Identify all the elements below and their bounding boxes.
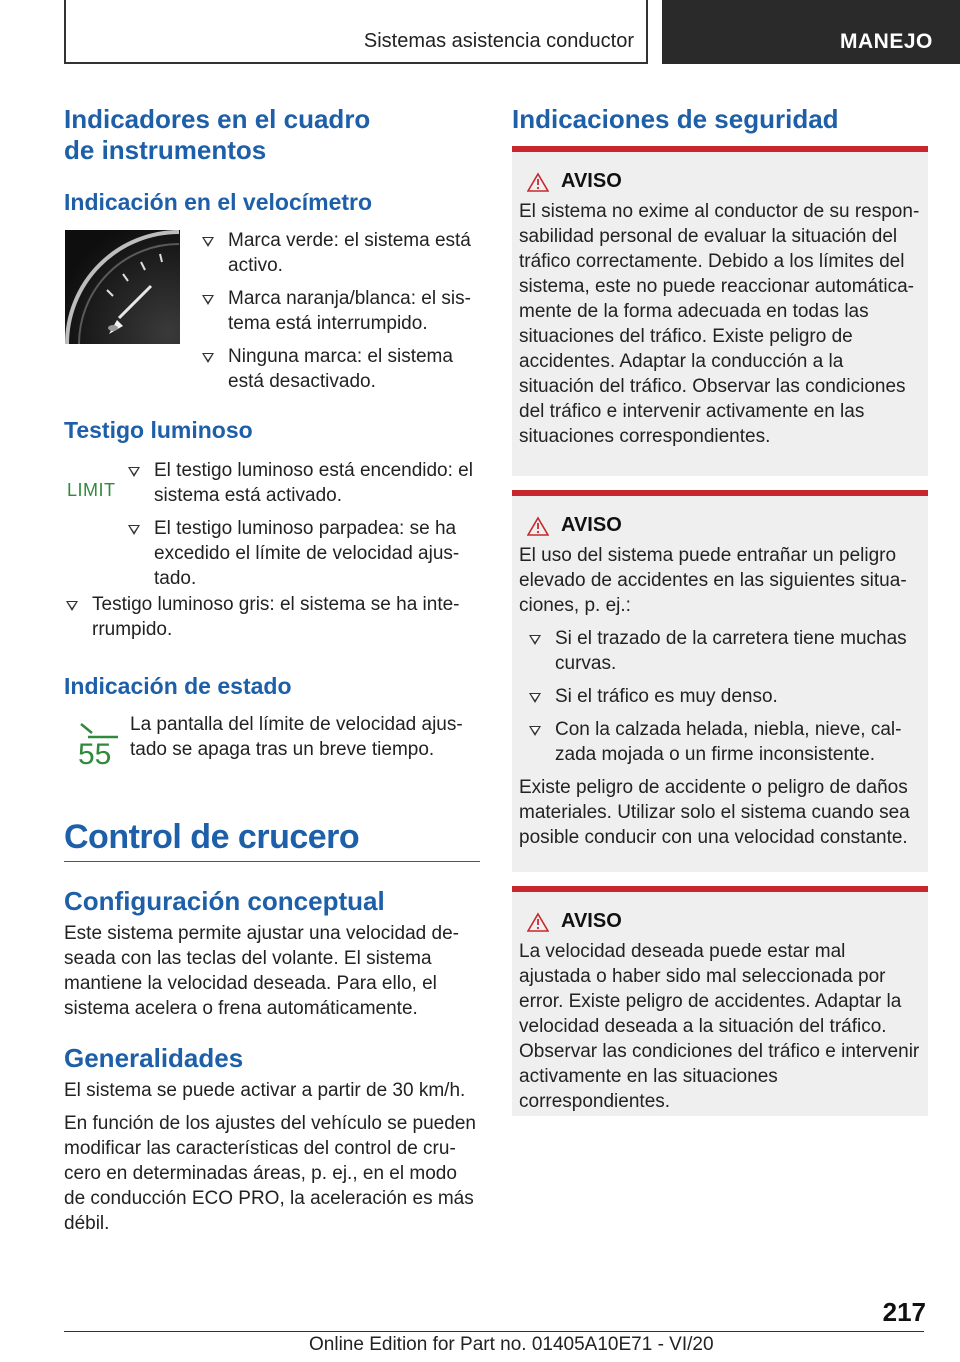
status-heading: Indicación de estado	[64, 673, 292, 699]
list-item: Testigo luminoso gris: el sistema se ha interrumpido.	[64, 592, 468, 642]
speed-limit-display-icon	[78, 720, 122, 772]
right-column	[512, 104, 928, 1116]
indicator-light-list	[126, 458, 480, 599]
warning-label: AVISO	[561, 910, 622, 932]
list-item: Marca verde: el sistema está activo.	[200, 228, 480, 278]
general-text-2: En función de los ajustes del vehículo se pueden modificar las características del control de crucero en determinadas áreas, p. ej., en el modo de conducción ECO PRO, la aceleración es más débil.	[64, 1113, 476, 1234]
header-chapter-tab	[662, 0, 960, 64]
left-column	[64, 104, 480, 1236]
list-item: El testigo luminoso parpadea: se ha excedido el límite de velocidad ajustado.	[126, 516, 480, 591]
page-number: 217	[882, 1297, 926, 1327]
indicator-light-block	[64, 458, 480, 592]
list-item: Ninguna marca: el sistema está desactivado.	[200, 344, 480, 394]
indicator-light-extra-list	[64, 592, 468, 642]
bullet-triangle-icon	[202, 237, 214, 247]
section-title-line2: de instrumentos	[64, 135, 267, 165]
general-text-1: El sistema se puede activar a partir de 30 km/h.	[64, 1080, 466, 1101]
speedometer-block	[64, 230, 480, 420]
warning-header	[519, 170, 920, 193]
bullet-triangle-icon	[529, 635, 541, 645]
list-item: Marca naranja/blanca: el sistema está interrumpido.	[200, 286, 480, 336]
bullet-triangle-icon	[128, 467, 140, 477]
warning-triangle-icon	[527, 172, 549, 192]
general-heading: Generalidades	[64, 1043, 244, 1073]
warning-header	[519, 910, 920, 933]
section-title	[64, 104, 480, 166]
safety-heading: Indicaciones de seguridad	[512, 104, 839, 134]
warning-text: El sistema no exime al conductor de su responsabilidad personal de evaluar la situación del tráfico correctamente. Debido a los límites del sistema, este no puede reaccionar automáticamente de la forma adecuada en todas las situaciones del tráfico. Existe peligro de accidentes. Adaptar la conducción a la situación del tráfico. Observar las condiciones del tráfico e intervenir activamente en las situaciones correspondientes.	[519, 201, 920, 447]
warning-label: AVISO	[561, 170, 622, 192]
bullet-triangle-icon	[529, 726, 541, 736]
list-item: Si el tráfico es muy denso.	[527, 684, 920, 709]
limit-indicator-icon: LIMIT	[67, 480, 116, 500]
bullet-triangle-icon	[202, 295, 214, 305]
list-item: Con la calzada helada, niebla, nieve, calzada mojada o un firme inconsistente.	[527, 717, 920, 767]
cruise-control-heading: Control de crucero	[64, 818, 360, 856]
warning-label: AVISO	[561, 514, 622, 536]
cruise-heading-rule	[64, 861, 480, 862]
concept-text: Este sistema permite ajustar una velocidad deseada con las teclas del volante. El sistema mantiene la velocidad deseada. Para ello, el sistema acelera o frena automáticamente.	[64, 923, 459, 1019]
warning-text: La velocidad deseada puede estar mal ajustada o haber sido mal seleccionada por error. Existe peligro de accidentes. Adaptar la velocidad deseada a la situación del tráfico. Observar las condiciones del tráfico e intervenir activamente en las situaciones correspondientes.	[519, 941, 920, 1112]
warning-header	[519, 514, 920, 537]
status-block	[64, 712, 480, 786]
bullet-triangle-icon	[529, 693, 541, 703]
list-item: El testigo luminoso está encendido: el sistema está activado.	[126, 458, 480, 508]
header-section-title: Sistemas asistencia conductor	[363, 30, 634, 52]
header-chapter-label: MANEJO	[840, 30, 933, 53]
warning-list	[519, 626, 920, 767]
speedometer-heading: Indicación en el velocímetro	[64, 189, 373, 215]
warning-outro: Existe peligro de accidente o peligro de daños materiales. Utilizar solo el sistema cuando sea posible conducir con una velocidad constante.	[519, 777, 910, 848]
section-title-line1: Indicadores en el cuadro	[64, 104, 371, 134]
bullet-triangle-icon	[128, 525, 140, 535]
concept-heading: Configuración conceptual	[64, 886, 385, 916]
speedometer-image	[65, 230, 180, 344]
speed-limit-value: 55	[78, 738, 112, 771]
footer-edition: Online Edition for Part no. 01405A10E71 - VI/20	[309, 1334, 714, 1355]
speedometer-list	[200, 228, 480, 402]
warning-triangle-icon	[527, 516, 549, 536]
warning-intro: El uso del sistema puede entrañar un peligro elevado de accidentes en las siguientes situaciones, p. ej.:	[519, 545, 907, 616]
status-text: La pantalla del límite de velocidad ajustado se apaga tras un breve tiempo.	[130, 714, 463, 760]
warning-triangle-icon	[527, 912, 549, 932]
indicator-light-heading: Testigo luminoso	[64, 417, 253, 443]
bullet-triangle-icon	[66, 601, 78, 611]
list-item: Si el trazado de la carretera tiene muchas curvas.	[527, 626, 920, 676]
warning-box	[512, 490, 928, 872]
header-section-box	[64, 0, 648, 64]
warning-box	[512, 886, 928, 1116]
footer-rule	[64, 1331, 924, 1332]
bullet-triangle-icon	[202, 353, 214, 363]
warning-box	[512, 146, 928, 476]
speedometer-gauge-icon	[65, 230, 180, 344]
